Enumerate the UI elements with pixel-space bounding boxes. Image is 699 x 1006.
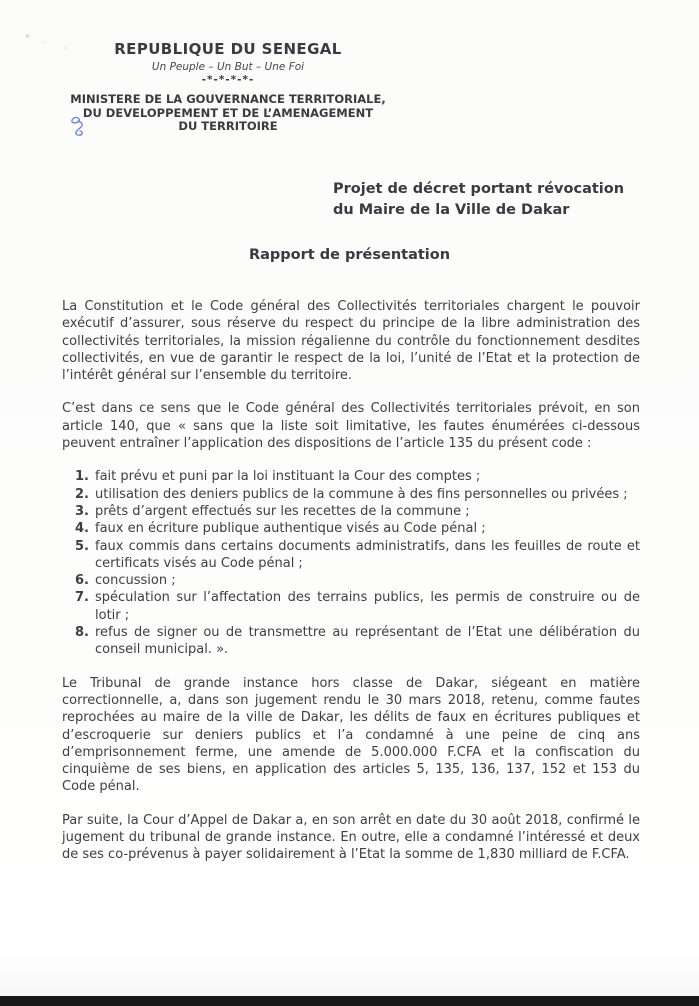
scan-speck xyxy=(44,41,46,43)
document-title-line2: du Maire de la Ville de Dakar xyxy=(333,202,570,218)
scan-edge-bar xyxy=(0,996,699,1006)
section-heading: Rapport de présentation xyxy=(248,247,451,263)
list-item-number: 2. xyxy=(75,486,89,502)
list-item xyxy=(62,538,640,573)
paragraph-tribunal-judgment: Le Tribunal de grande instance hors classe de Dakar, siégeant en matière correctionnelle, a, dans son jugement rendu le 30 mars 2018, retenu, comme fautes reprochées au maire de la ville de Dakar, les délits de faux en écritures publiques et d’escroquerie sur deniers publics et l’a condamné à une peine de cinq ans d’emprisonnement ferme, une amende de 5.000.000 F.CFA et la confiscation du cinquième de ses biens, en application des articles 5, 135, 136, 137, 152 et 153 du Code pénal. xyxy=(62,675,640,795)
country-name: REPUBLIQUE DU SENEGAL xyxy=(114,40,342,58)
ministry-name-line3: DU TERRITOIRE xyxy=(178,119,278,133)
list-item xyxy=(62,503,640,520)
paragraph-constitution: La Constitution et le Code général des Collectivités territoriales chargent le pouvoir exécutif d’assurer, sous réserve du respect du principe de la libre administration des collectivités territoriales, la mission régalienne du contrôle du fonctionnement desdites collectivités, en vue de garantir le respect de la loi, l’unité de l’Etat et la protection de l’intérêt général sur l’ensemble du territoire. xyxy=(62,299,640,384)
list-item xyxy=(62,468,640,485)
list-item xyxy=(62,589,640,624)
list-item-text: prêts d’argent effectués sur les recettes de la commune ; xyxy=(95,503,470,519)
list-item xyxy=(62,572,640,589)
list-item-number: 8. xyxy=(75,625,89,641)
list-item-text: faux en écriture publique authentique visés au Code pénal ; xyxy=(95,521,486,537)
scan-speck xyxy=(25,34,30,39)
list-item-text: refus de signer ou de transmettre au représentant de l’Etat une délibération du conseil municipal. ». xyxy=(95,625,640,658)
document-body xyxy=(62,298,640,880)
scan-shadow xyxy=(0,954,699,996)
ministry-name-line1: MINISTERE DE LA GOUVERNANCE TERRITORIALE, xyxy=(70,92,386,106)
ornament-separator: -*-*-*-*- xyxy=(201,74,255,86)
letterhead xyxy=(48,40,408,134)
list-item xyxy=(62,624,640,659)
list-item-text: concussion ; xyxy=(95,573,176,589)
list-item-number: 3. xyxy=(75,503,89,519)
document-title-line1: Projet de décret portant révocation xyxy=(333,181,625,197)
document-title xyxy=(333,179,624,221)
list-item-number: 7. xyxy=(75,590,89,606)
list-item-text: spéculation sur l’affectation des terrains publics, les permis de construire ou de lotir ; xyxy=(95,590,640,623)
list-item xyxy=(62,486,640,503)
list-item-number: 5. xyxy=(75,538,89,554)
list-item-text: fait prévu et puni par la loi instituant la Cour des comptes ; xyxy=(95,469,481,485)
list-item xyxy=(62,520,640,537)
list-item-number: 6. xyxy=(75,573,89,589)
ministry-name-line2: DU DEVELOPPEMENT ET DE L’AMENAGEMENT xyxy=(82,105,374,120)
list-item-text: faux commis dans certains documents administratifs, dans les feuilles de route et certificats visés au Code pénal ; xyxy=(95,538,640,571)
fault-list xyxy=(62,468,640,658)
paragraph-article-140: C’est dans ce sens que le Code général des Collectivités territoriales prévoit, en son article 140, que « sans que la liste soit limitative, les fautes énumérées ci-dessous peuvent entraîner l’application des dispositions de l’article 135 du présent code : xyxy=(62,401,640,452)
list-item-number: 1. xyxy=(75,469,89,485)
paragraph-appeal-court: Par suite, la Cour d’Appel de Dakar a, en son arrêt en date du 30 août 2018, confirmé le jugement du tribunal de grande instance. En outre, elle a condamné l’intéressé et deux de ses co-prévenus à payer solidairement à l’Etat la somme de 1,830 milliard de F.CFA. xyxy=(62,812,640,863)
national-motto: Un Peuple – Un But – Une Foi xyxy=(151,61,305,73)
list-item-text: utilisation des deniers publics de la commune à des fins personnelles ou privées ; xyxy=(95,486,628,502)
list-item-number: 4. xyxy=(75,521,89,537)
